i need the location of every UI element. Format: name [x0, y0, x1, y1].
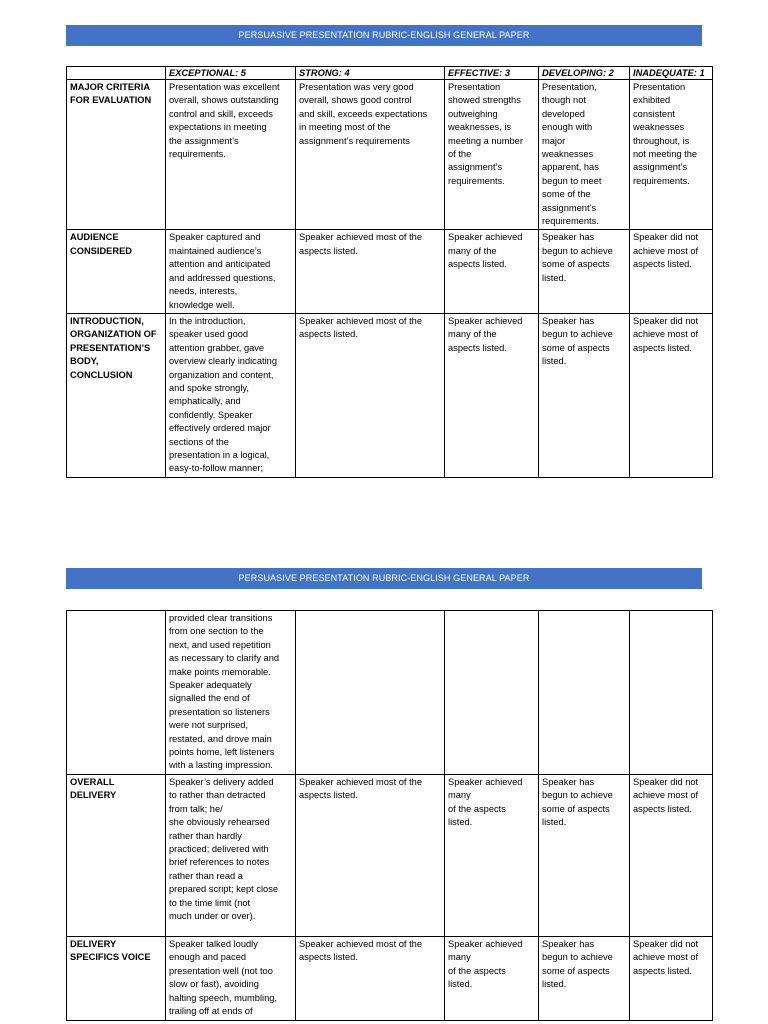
effective-cell: Presentation showed strengths outweighing weaknesses, is meeting a number of the assignment’s requirements.: [445, 80, 539, 230]
developing-cell: Presentation, though not developed enough with major weaknesses apparent, has begun to meet some of the assignment’s requirements.: [539, 80, 630, 230]
table-row: [67, 936, 713, 1020]
exceptional-cell: In the introduction, speaker used good attention grabber, gave overview clearly indicating organization and content, and spoke strongly, emphatically, and confidently. Speaker effectively ordered major sections of the presentation in a logical, easy-to-follow manner;: [166, 313, 296, 477]
exceptional-cell: Presentation was excellent overall, shows outstanding control and skill, exceeds expectations in meeting the assignment’s requirements.: [166, 80, 296, 230]
table-row: [67, 80, 713, 230]
table-row: [67, 230, 713, 313]
developing-cell: Speaker has begun to achieve some of aspects listed.: [539, 936, 630, 1020]
criteria-cell: [67, 611, 166, 775]
effective-cell: [445, 611, 539, 775]
exceptional-cell: Speaker captured and maintained audience’s attention and anticipated and addressed questions, needs, interests, knowledge well.: [166, 230, 296, 313]
page2-banner-title: PERSUASIVE PRESENTATION RUBRIC-ENGLISH GENERAL PAPER: [66, 568, 702, 589]
effective-cell: Speaker achieved many of the aspects listed.: [445, 936, 539, 1020]
developing-cell: Speaker has begun to achieve some of aspects listed.: [539, 230, 630, 313]
header-developing: DEVELOPING: 2: [539, 67, 630, 80]
inadequate-cell: Speaker did not achieve most of aspects listed.: [630, 230, 713, 313]
strong-cell: [296, 611, 445, 775]
exceptional-cell: provided clear transitions from one section to the next, and used repetition as necessary to clarify and make points memorable. Speaker adequately signalled the end of presentation so listeners were not surprised, restated, and drove main points home, left listeners with a lasting impression.: [166, 611, 296, 775]
criteria-cell: OVERALL DELIVERY: [67, 774, 166, 936]
effective-cell: Speaker achieved many of the aspects listed.: [445, 774, 539, 936]
table-header-row: [67, 67, 713, 80]
strong-cell: Speaker achieved most of the aspects listed.: [296, 313, 445, 477]
criteria-cell: AUDIENCE CONSIDERED: [67, 230, 166, 313]
header-inadequate: INADEQUATE: 1: [630, 67, 713, 80]
inadequate-cell: Speaker did not achieve most of aspects listed.: [630, 313, 713, 477]
inadequate-cell: [630, 611, 713, 775]
page1-banner-title: PERSUASIVE PRESENTATION RUBRIC-ENGLISH GENERAL PAPER: [66, 25, 702, 46]
inadequate-cell: Speaker did not achieve most of aspects listed.: [630, 774, 713, 936]
strong-cell: Speaker achieved most of the aspects listed.: [296, 230, 445, 313]
exceptional-cell: Speaker talked loudly enough and paced presentation well (not too slow or fast), avoiding halting speech, mumbling, trailing off at ends of: [166, 936, 296, 1020]
criteria-cell: MAJOR CRITERIA FOR EVALUATION: [67, 80, 166, 230]
developing-cell: [539, 611, 630, 775]
strong-cell: Presentation was very good overall, shows good control and skill, exceeds expectations in meeting most of the assignment’s requirements: [296, 80, 445, 230]
inadequate-cell: Presentation exhibited consistent weaknesses throughout, is not meeting the assignment’s requirements.: [630, 80, 713, 230]
exceptional-cell: Speaker’s delivery added to rather than detracted from talk; he/ she obviously rehearsed rather than hardly practiced; delivered with brief references to notes rather than read a prepared script; kept close to the time limit (not much under or over).: [166, 774, 296, 936]
criteria-cell: INTRODUCTION, ORGANIZATION OF PRESENTATION’S BODY, CONCLUSION: [67, 313, 166, 477]
table-row: [67, 313, 713, 477]
page2-rubric-table: [66, 610, 713, 1021]
header-strong: STRONG: 4: [296, 67, 445, 80]
developing-cell: Speaker has begun to achieve some of aspects listed.: [539, 313, 630, 477]
developing-cell: Speaker has begun to achieve some of aspects listed.: [539, 774, 630, 936]
effective-cell: Speaker achieved many of the aspects listed.: [445, 230, 539, 313]
page1-rubric-table: [66, 66, 713, 478]
effective-cell: Speaker achieved many of the aspects listed.: [445, 313, 539, 477]
strong-cell: Speaker achieved most of the aspects listed.: [296, 774, 445, 936]
criteria-cell: DELIVERY SPECIFICS VOICE: [67, 936, 166, 1020]
strong-cell: Speaker achieved most of the aspects listed.: [296, 936, 445, 1020]
inadequate-cell: Speaker did not achieve most of aspects listed.: [630, 936, 713, 1020]
header-exceptional: EXCEPTIONAL: 5: [166, 67, 296, 80]
header-blank: [67, 67, 166, 80]
table-row: [67, 611, 713, 775]
header-effective: EFFECTIVE: 3: [445, 67, 539, 80]
table-row: [67, 774, 713, 936]
